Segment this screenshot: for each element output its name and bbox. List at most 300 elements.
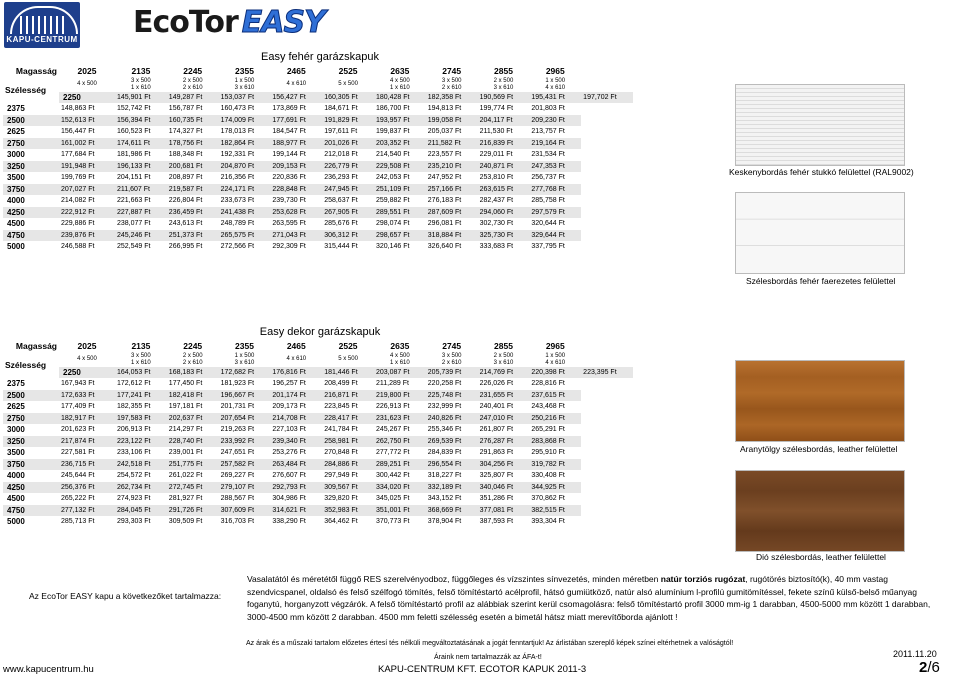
price-cell: 329,644 Ft xyxy=(529,230,581,242)
panel-config xyxy=(219,353,271,367)
price-cell: 307,609 Ft xyxy=(219,505,271,517)
table-row xyxy=(3,161,633,173)
price-cell: 304,256 Ft xyxy=(478,459,530,471)
price-cell: 257,582 Ft xyxy=(219,459,271,471)
price-cell: 201,623 Ft xyxy=(61,426,95,433)
price-cell: 208,897 Ft xyxy=(168,174,203,181)
price-cell: 219,800 Ft xyxy=(374,390,426,402)
price-cell: 211,530 Ft xyxy=(479,128,513,135)
price-cell: 180,428 Ft xyxy=(374,92,426,104)
price-cell: 226,913 Ft xyxy=(375,403,410,410)
height-value: 2855 xyxy=(494,341,513,351)
price-cell: 188,977 Ft xyxy=(270,138,322,150)
panel-config xyxy=(478,78,530,92)
price-cell: 330,408 Ft xyxy=(531,472,565,479)
price-cell: 240,871 Ft xyxy=(478,161,530,173)
panel-config-top: 4 x 610 xyxy=(286,81,307,87)
price-cell: 172,633 Ft xyxy=(59,390,115,402)
width-value: 2500 xyxy=(3,115,59,127)
price-cell: 272,566 Ft xyxy=(220,243,255,250)
price-cell: 242,518 Ft xyxy=(115,459,167,471)
price-cell: 156,427 Ft xyxy=(270,92,322,104)
panel-config xyxy=(374,78,426,92)
table-row xyxy=(3,138,633,150)
panel-config-bottom: 3 x 610 xyxy=(493,359,514,366)
price-cell: 182,917 Ft xyxy=(59,413,115,425)
price-cell: 205,037 Ft xyxy=(427,128,462,135)
table-row xyxy=(3,207,633,219)
price-cell: 309,509 Ft xyxy=(168,518,203,525)
price-cell: 167,943 Ft xyxy=(61,380,95,387)
price-cell: 267,905 Ft xyxy=(322,207,374,219)
panel-config-top: 5 x 500 xyxy=(338,81,358,87)
price-cell: 227,581 Ft xyxy=(61,449,95,456)
price-cell: 300,442 Ft xyxy=(375,472,410,479)
panel-config-top: 4 x 500 xyxy=(77,356,97,362)
table-row xyxy=(3,195,633,207)
price-cell: 224,171 Ft xyxy=(219,184,271,196)
price-cell: 256,376 Ft xyxy=(59,482,115,494)
price-cell: 214,708 Ft xyxy=(270,413,322,425)
height-value: 2025 xyxy=(77,341,97,351)
price-cell: 209,153 Ft xyxy=(270,161,322,173)
price-cell: 191,948 Ft xyxy=(59,161,115,173)
width-value: 4750 xyxy=(3,230,59,242)
height-value: 2635 xyxy=(390,341,410,351)
panel-config-bottom: 4 x 610 xyxy=(545,84,566,91)
price-cell: 227,103 Ft xyxy=(272,426,306,433)
price-cell: 220,258 Ft xyxy=(427,380,462,387)
kapu-centrum-logo xyxy=(4,2,80,48)
panel-config-top: 1 x 500 xyxy=(234,352,255,359)
table-row xyxy=(3,241,633,253)
contents-text: Vasalatától és méretétől függő RES szerelvényodboz, függőleges és vízszintes sínvezetés, minden méretben natúr torziós rugózat, rugótörés biztosító(k), 40 mm vastag szendvicspanel, oldalsó és felső szélfogó tömítés, felső tömítéstartó acélprofil, hátsó gumiütköző, natúr alsó alumínium l-profilú gumitömítéssel, fekete színű külső-belső műanyag foganytú, horganyzott végzárók. A felső tömítéstartó profil az alábbiak szerint kerül csomagolásra: felső tömítéstartó profil 3000 mm-ig 1 darabban, 4500-5000 mm között 1 darabban, 3000-4500 mm között 2 darabban. 4500 mm feletti szélesség esetén a bimetál hátsz miatt merevítőborda ajánlott ! xyxy=(247,574,931,622)
price-cell: 233,992 Ft xyxy=(219,436,271,448)
panel-config-bottom: 2 x 610 xyxy=(441,84,462,91)
panel-config-top: 4 x 500 xyxy=(390,77,410,84)
white-wide-caption: Szélesbordás fehér faerezetes felülettel xyxy=(746,276,896,286)
price-cell: 201,026 Ft xyxy=(322,138,374,150)
table-row xyxy=(3,459,633,471)
price-cell: 160,523 Ft xyxy=(117,128,151,135)
price-cell: 297,949 Ft xyxy=(324,472,358,479)
panel-config-top: 2 x 500 xyxy=(493,77,514,84)
panel-config-top: 3 x 500 xyxy=(131,77,151,84)
price-cell: 298,074 Ft xyxy=(375,220,410,227)
height-value: 2025 xyxy=(77,66,97,76)
price-cell: 277,768 Ft xyxy=(529,184,581,196)
panel-config-top: 1 x 500 xyxy=(545,352,566,359)
price-cell: 207,654 Ft xyxy=(219,413,271,425)
price-cell: 319,782 Ft xyxy=(529,459,581,471)
price-cell: 344,925 Ft xyxy=(529,482,581,494)
price-cell: 182,864 Ft xyxy=(219,138,271,150)
price-cell: 255,346 Ft xyxy=(427,426,462,433)
price-cell: 208,499 Ft xyxy=(324,380,358,387)
price-cell: 265,222 Ft xyxy=(61,495,95,502)
price-cell: 190,569 Ft xyxy=(478,92,530,104)
price-cell: 184,671 Ft xyxy=(324,105,358,112)
panel-config-top: 4 x 610 xyxy=(286,356,307,362)
szelesseg-label: Szélesség xyxy=(5,84,47,95)
price-cell: 223,845 Ft xyxy=(324,403,358,410)
price-cell: 246,588 Ft xyxy=(61,243,95,250)
price-cell: 263,595 Ft xyxy=(272,220,306,227)
price-cell: 173,869 Ft xyxy=(272,105,306,112)
price-cell: 202,637 Ft xyxy=(167,413,219,425)
price-cell: 393,304 Ft xyxy=(531,518,565,525)
price-cell: 177,691 Ft xyxy=(270,115,322,127)
price-cell: 247,945 Ft xyxy=(322,184,374,196)
price-cell: 262,750 Ft xyxy=(374,436,426,448)
price-cell: 285,713 Ft xyxy=(61,518,95,525)
price-cell: 245,644 Ft xyxy=(61,472,95,479)
price-cell: 240,401 Ft xyxy=(479,403,514,410)
price-cell: 325,807 Ft xyxy=(479,472,514,479)
width-value: 2625 xyxy=(7,402,25,411)
price-cell: 254,572 Ft xyxy=(117,472,151,479)
price-cell: 248,789 Ft xyxy=(220,220,255,227)
price-cell: 201,174 Ft xyxy=(270,390,322,402)
panel-config-bottom: 1 x 610 xyxy=(390,359,410,366)
price-cell: 236,459 Ft xyxy=(167,207,219,219)
table-row xyxy=(3,378,633,390)
width-value: 3500 xyxy=(7,448,25,457)
panel-config xyxy=(426,78,478,92)
price-cell: 214,297 Ft xyxy=(168,426,203,433)
height-value: 2965 xyxy=(545,341,565,351)
panel-config-top: 2 x 500 xyxy=(182,352,203,359)
height-value: 2525 xyxy=(338,341,358,351)
price-cell: 181,923 Ft xyxy=(220,380,255,387)
price-cell: 239,340 Ft xyxy=(270,436,322,448)
height-value: 2525 xyxy=(338,66,358,76)
table-row xyxy=(3,126,633,138)
catalog-title: KAPU-CENTRUM KFT. ECOTOR KAPUK 2011-3 xyxy=(378,664,587,675)
price-cell: 161,002 Ft xyxy=(59,138,115,150)
panel-config-row xyxy=(3,353,633,367)
price-cell: 364,462 Ft xyxy=(324,518,358,525)
price-cell: 285,676 Ft xyxy=(324,220,358,227)
price-cell: 238,077 Ft xyxy=(117,220,151,227)
price-cell: 283,868 Ft xyxy=(529,436,581,448)
table-row xyxy=(3,505,633,517)
gate-icon xyxy=(10,6,78,34)
price-cell: 257,166 Ft xyxy=(426,184,478,196)
price-cell: 197,702 Ft xyxy=(581,92,633,104)
price-cell: 182,418 Ft xyxy=(167,390,219,402)
price-cell: 204,870 Ft xyxy=(219,161,271,173)
height-value: 2745 xyxy=(442,66,462,76)
width-value: 3750 xyxy=(3,184,59,196)
height-value: 2635 xyxy=(390,66,410,76)
price-cell: 228,816 Ft xyxy=(531,380,565,387)
price-cell: 201,731 Ft xyxy=(220,403,255,410)
price-cell: 387,593 Ft xyxy=(479,518,514,525)
price-cell: 212,018 Ft xyxy=(324,151,358,158)
price-cell: 199,837 Ft xyxy=(375,128,410,135)
price-cell: 182,358 Ft xyxy=(426,92,478,104)
white-wide-panel-image xyxy=(735,192,905,274)
price-cell: 261,807 Ft xyxy=(479,426,514,433)
panel-config-top: 5 x 500 xyxy=(338,356,358,362)
price-cell: 225,748 Ft xyxy=(426,390,478,402)
table-row xyxy=(3,447,633,459)
table-row xyxy=(3,218,633,230)
price-cell: 193,957 Ft xyxy=(374,115,426,127)
price-cell: 164,053 Ft xyxy=(115,367,167,379)
price-cell: 226,779 Ft xyxy=(322,161,374,173)
price-cell: 177,241 Ft xyxy=(115,390,167,402)
price-cell: 343,152 Ft xyxy=(427,495,462,502)
price-cell: 160,305 Ft xyxy=(322,92,374,104)
dekor-table-title: Easy dekor garázskapuk xyxy=(259,326,381,338)
table-row xyxy=(3,413,633,425)
price-cell: 295,910 Ft xyxy=(531,449,565,456)
price-cell: 329,820 Ft xyxy=(324,495,358,502)
price-cell: 196,133 Ft xyxy=(115,161,167,173)
price-cell: 252,549 Ft xyxy=(117,243,151,250)
walnut-panel-image xyxy=(735,470,905,552)
price-cell: 271,043 Ft xyxy=(270,230,322,242)
panel-config-bottom: 4 x 610 xyxy=(545,359,566,366)
price-cell: 233,106 Ft xyxy=(117,449,151,456)
price-cell: 211,607 Ft xyxy=(115,184,167,196)
price-cell: 281,927 Ft xyxy=(168,495,203,502)
price-cell: 217,874 Ft xyxy=(59,436,115,448)
panel-config-bottom: 3 x 610 xyxy=(234,84,255,91)
panel-config xyxy=(374,353,426,367)
width-value: 3000 xyxy=(7,425,25,434)
disclaimer: Az árak és a műszaki tartalom előzetes értesí tés nélküli megváltoztatásának a jogát fenntartjuk! Az árlistában szereplő képek színei eltérhetnek a valóságtól! xyxy=(246,640,734,647)
table-row xyxy=(3,482,633,494)
price-cell: 236,715 Ft xyxy=(59,459,115,471)
price-cell: 338,290 Ft xyxy=(272,518,306,525)
panel-config-bottom: 2 x 610 xyxy=(441,359,462,366)
price-cell: 279,107 Ft xyxy=(219,482,271,494)
white-ribbed-caption: Keskenybordás fehér stukkó felülettel (RAL9002) xyxy=(729,167,914,177)
table-row xyxy=(3,103,633,115)
price-cell: 214,769 Ft xyxy=(478,367,530,379)
price-cell: 199,769 Ft xyxy=(61,174,95,181)
contents-label: Az EcoTor EASY kapu a következőket tartalmazza: xyxy=(29,591,222,601)
price-cell: 251,373 Ft xyxy=(167,230,219,242)
price-cell: 181,446 Ft xyxy=(322,367,374,379)
table-row xyxy=(3,436,633,448)
height-header-row xyxy=(3,341,633,353)
price-cell: 186,700 Ft xyxy=(375,105,410,112)
width-value: 2375 xyxy=(7,104,25,113)
price-cell: 245,267 Ft xyxy=(375,426,410,433)
table-row xyxy=(3,92,633,104)
price-cell: 231,623 Ft xyxy=(374,413,426,425)
price-cell: 333,683 Ft xyxy=(479,243,514,250)
price-cell: 231,655 Ft xyxy=(478,390,530,402)
price-cell: 284,886 Ft xyxy=(322,459,374,471)
panel-config-top: 2 x 500 xyxy=(182,77,203,84)
price-cell: 149,287 Ft xyxy=(167,92,219,104)
price-cell: 211,289 Ft xyxy=(375,380,409,387)
price-cell: 239,001 Ft xyxy=(168,449,203,456)
price-cell: 235,210 Ft xyxy=(426,161,478,173)
price-cell: 269,227 Ft xyxy=(220,472,255,479)
magassag-label: Magasság xyxy=(15,66,57,76)
price-cell: 156,394 Ft xyxy=(115,115,167,127)
price-cell: 152,742 Ft xyxy=(117,105,151,112)
szelesseg-label: Szélesség xyxy=(5,359,47,370)
table-row xyxy=(3,149,633,161)
price-cell: 197,583 Ft xyxy=(115,413,167,425)
price-cell: 153,037 Ft xyxy=(219,92,271,104)
price-cell: 309,567 Ft xyxy=(322,482,374,494)
magassag-label: Magasság xyxy=(15,341,57,351)
price-cell: 220,398 Ft xyxy=(529,367,581,379)
price-cell: 194,813 Ft xyxy=(427,105,462,112)
price-cell: 269,539 Ft xyxy=(426,436,478,448)
price-cell: 226,026 Ft xyxy=(479,380,514,387)
price-cell: 178,756 Ft xyxy=(167,138,219,150)
price-cell: 247,651 Ft xyxy=(220,449,255,456)
price-cell: 223,122 Ft xyxy=(115,436,167,448)
price-cell: 382,515 Ft xyxy=(529,505,581,517)
price-cell: 239,730 Ft xyxy=(272,197,306,204)
price-cell: 378,904 Ft xyxy=(427,518,462,525)
vat-note: Áraink nem tartalmazzák az ÁFA-t! xyxy=(434,654,542,661)
price-cell: 340,046 Ft xyxy=(478,482,530,494)
price-cell: 241,438 Ft xyxy=(219,207,271,219)
width-value: 4500 xyxy=(7,219,25,228)
price-cell: 289,551 Ft xyxy=(374,207,426,219)
panel-config xyxy=(478,353,530,367)
price-cell: 258,981 Ft xyxy=(322,436,374,448)
price-cell: 325,730 Ft xyxy=(478,230,530,242)
price-cell: 209,230 Ft xyxy=(529,115,581,127)
height-value: 2245 xyxy=(183,66,203,76)
panel-config-top: 1 x 500 xyxy=(545,77,566,84)
price-cell: 284,839 Ft xyxy=(427,449,462,456)
width-value: 3500 xyxy=(7,173,25,182)
price-cell: 222,912 Ft xyxy=(59,207,115,219)
price-cell: 156,787 Ft xyxy=(168,105,203,112)
price-cell: 219,263 Ft xyxy=(220,426,255,433)
price-cell: 370,862 Ft xyxy=(531,495,565,502)
panel-config xyxy=(59,353,115,367)
panel-config xyxy=(529,353,581,367)
price-cell: 177,450 Ft xyxy=(168,380,203,387)
price-cell: 177,409 Ft xyxy=(61,403,95,410)
price-cell: 306,312 Ft xyxy=(322,230,374,242)
height-value: 2745 xyxy=(442,341,462,351)
height-value: 2135 xyxy=(131,341,151,351)
panel-config-top: 4 x 500 xyxy=(390,352,410,359)
price-cell: 223,395 Ft xyxy=(581,367,633,379)
width-value: 5000 xyxy=(7,242,25,251)
price-cell: 250,216 Ft xyxy=(529,413,581,425)
price-cell: 241,784 Ft xyxy=(324,426,358,433)
price-cell: 199,144 Ft xyxy=(272,151,306,158)
price-cell: 274,923 Ft xyxy=(117,495,151,502)
price-cell: 314,621 Ft xyxy=(270,505,322,517)
price-cell: 220,836 Ft xyxy=(272,174,306,181)
price-cell: 326,640 Ft xyxy=(427,243,462,250)
price-cell: 293,303 Ft xyxy=(117,518,151,525)
price-cell: 265,575 Ft xyxy=(219,230,271,242)
price-cell: 219,587 Ft xyxy=(167,184,219,196)
width-value: 3250 xyxy=(3,436,59,448)
website-link[interactable]: www.kapucentrum.hu xyxy=(3,664,94,675)
ecotor-logo-text: EcoTor xyxy=(133,5,238,40)
panel-config-top: 3 x 500 xyxy=(441,77,462,84)
price-cell: 266,995 Ft xyxy=(168,243,203,250)
price-cell: 243,468 Ft xyxy=(531,403,565,410)
price-cell: 226,804 Ft xyxy=(168,197,203,204)
price-cell: 259,882 Ft xyxy=(375,197,410,204)
price-cell: 214,082 Ft xyxy=(61,197,95,204)
price-cell: 229,886 Ft xyxy=(61,220,95,227)
price-cell: 160,473 Ft xyxy=(220,105,255,112)
price-cell: 213,757 Ft xyxy=(531,128,565,135)
price-cell: 304,986 Ft xyxy=(272,495,306,502)
price-cell: 272,745 Ft xyxy=(167,482,219,494)
price-cell: 232,999 Ft xyxy=(427,403,462,410)
width-value: 4000 xyxy=(7,196,25,205)
price-cell: 277,132 Ft xyxy=(59,505,115,517)
panel-config xyxy=(322,78,374,92)
oak-caption: Aranytölgy szélesbordás, leather felülettel xyxy=(740,444,898,454)
panel-config xyxy=(219,78,271,92)
price-cell: 292,793 Ft xyxy=(270,482,322,494)
price-cell: 211,582 Ft xyxy=(426,138,478,150)
price-cell: 318,227 Ft xyxy=(427,472,462,479)
price-cell: 191,829 Ft xyxy=(322,115,374,127)
panel-config xyxy=(59,78,115,92)
price-cell: 233,673 Ft xyxy=(220,197,255,204)
price-cell: 197,181 Ft xyxy=(168,403,203,410)
price-cell: 289,251 Ft xyxy=(374,459,426,471)
price-cell: 291,863 Ft xyxy=(479,449,514,456)
price-cell: 276,607 Ft xyxy=(272,472,306,479)
table-row xyxy=(3,172,633,184)
price-cell: 168,183 Ft xyxy=(167,367,219,379)
width-value: 4250 xyxy=(3,482,59,494)
price-cell: 200,681 Ft xyxy=(167,161,219,173)
price-cell: 251,109 Ft xyxy=(374,184,426,196)
price-cell: 221,663 Ft xyxy=(117,197,151,204)
price-cell: 265,291 Ft xyxy=(531,426,565,433)
price-cell: 216,871 Ft xyxy=(322,390,374,402)
price-cell: 258,637 Ft xyxy=(324,197,358,204)
ecotor-easy-logo xyxy=(133,5,325,40)
price-cell: 282,437 Ft xyxy=(479,197,514,204)
price-cell: 332,189 Ft xyxy=(426,482,478,494)
price-cell: 302,730 Ft xyxy=(479,220,514,227)
panel-config xyxy=(270,78,322,92)
white-ribbed-panel-image xyxy=(735,84,905,166)
dekor-price-table xyxy=(3,341,633,528)
price-cell: 199,058 Ft xyxy=(426,115,478,127)
table-row xyxy=(3,367,633,379)
price-cell: 240,826 Ft xyxy=(426,413,478,425)
width-value: 4000 xyxy=(7,471,25,480)
price-cell: 320,644 Ft xyxy=(531,220,565,227)
price-cell: 229,508 Ft xyxy=(374,161,426,173)
price-cell: 216,356 Ft xyxy=(220,174,255,181)
height-value: 2465 xyxy=(286,341,306,351)
price-cell: 377,081 Ft xyxy=(478,505,530,517)
price-cell: 172,682 Ft xyxy=(219,367,271,379)
panel-config-bottom: 3 x 610 xyxy=(234,359,255,366)
price-cell: 227,887 Ft xyxy=(115,207,167,219)
